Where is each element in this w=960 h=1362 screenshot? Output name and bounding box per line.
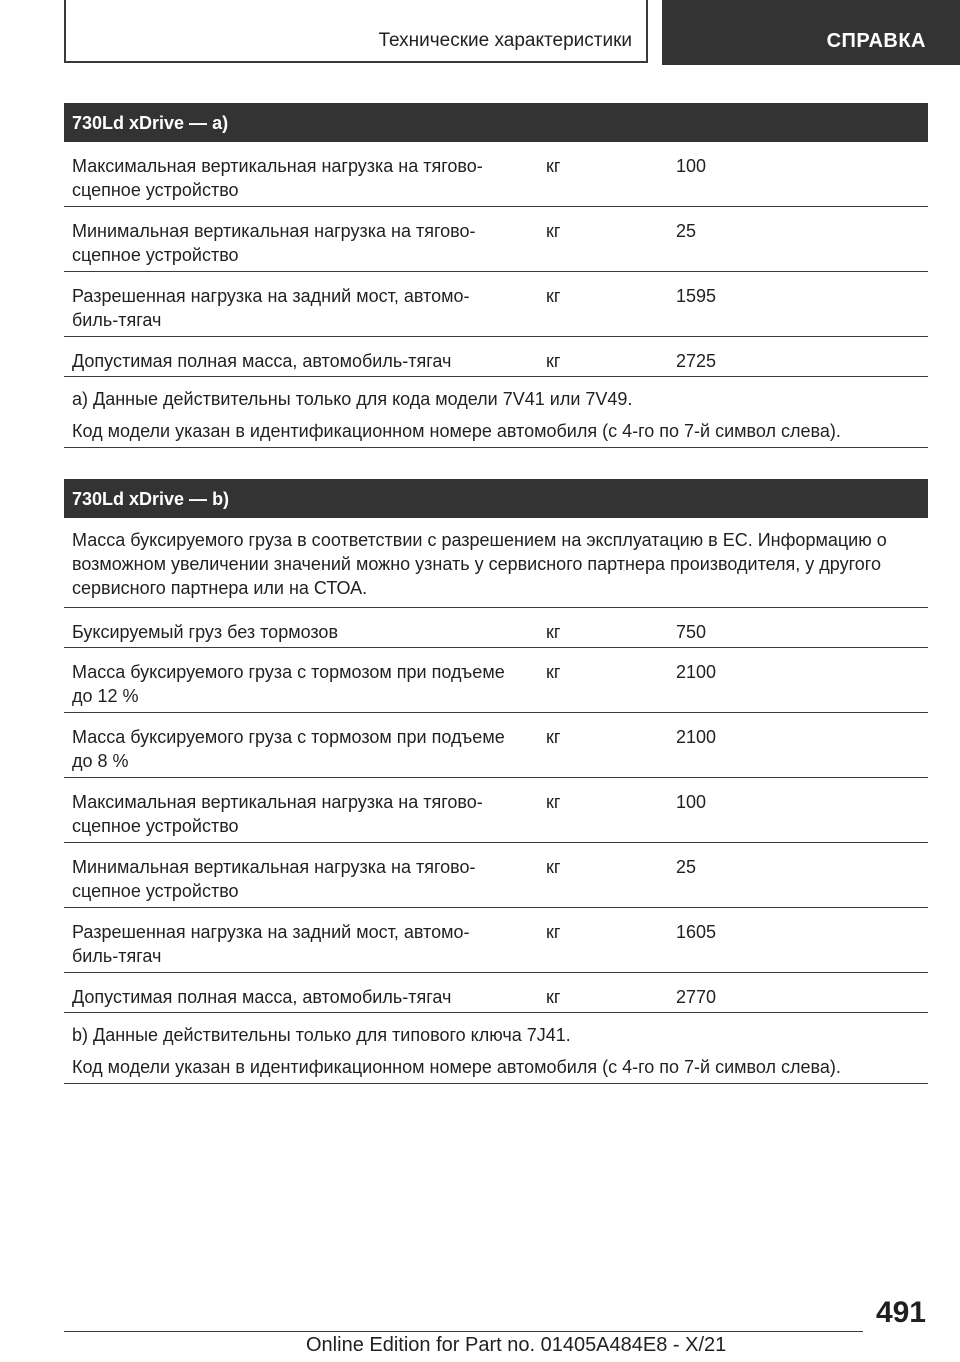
row-unit: кг: [546, 622, 561, 642]
table-a-footnote: [64, 377, 928, 448]
table-row: [64, 713, 928, 778]
row-unit: кг: [546, 351, 561, 371]
row-description: Разрешенная нагрузка на задний мост, автомо-биль-тягач: [72, 286, 470, 330]
row-description: Допустимая полная масса, автомобиль-тягач: [72, 987, 452, 1007]
row-value: 2725: [676, 351, 717, 371]
row-unit: кг: [546, 987, 561, 1007]
row-value: 1595: [676, 286, 717, 306]
table-b-footnote: [64, 1013, 928, 1084]
page-number: 491: [875, 1296, 926, 1329]
row-value: 100: [676, 792, 707, 812]
row-unit: кг: [546, 727, 561, 747]
table-row: [64, 648, 928, 713]
row-description: Буксируемый груз без тормозов: [72, 622, 339, 642]
edition-footer: Online Edition for Part no. 01405A484E8 - X/21: [306, 1334, 727, 1356]
table-row: [64, 843, 928, 908]
header-section-tab: [662, 0, 960, 65]
table-row: [64, 973, 928, 1013]
spec-table-b: [64, 479, 928, 1084]
spec-table-a: [64, 103, 928, 448]
table-a-title: 730Ld xDrive — a): [64, 103, 928, 142]
row-description: Масса буксируемого груза с тормозом при подъеме до 12 %: [72, 662, 505, 706]
section-title: СПРАВКА: [826, 30, 926, 52]
table-row: [64, 207, 928, 272]
row-description: Максимальная вертикальная нагрузка на тягово-сцепное устройство: [72, 792, 483, 836]
footnote-line: Код модели указан в идентификационном номере автомобиля (с 4-го по 7-й символ слева).: [72, 421, 841, 441]
row-unit: кг: [546, 156, 561, 176]
table-row: [64, 337, 928, 377]
row-value: 2770: [676, 987, 717, 1007]
row-description: Минимальная вертикальная нагрузка на тягово-сцепное устройство: [72, 221, 476, 265]
header-chapter-box: [64, 0, 648, 63]
row-description: Разрешенная нагрузка на задний мост, автомо-биль-тягач: [72, 922, 470, 966]
row-value: 2100: [676, 727, 717, 747]
row-unit: кг: [546, 857, 561, 877]
row-value: 750: [676, 622, 707, 642]
row-value: 25: [676, 221, 697, 241]
footnote-line: b) Данные действительны только для типового ключа 7J41.: [72, 1025, 571, 1045]
row-unit: кг: [546, 221, 561, 241]
table-row: [64, 778, 928, 843]
footnote-line: Код модели указан в идентификационном номере автомобиля (с 4-го по 7-й символ слева).: [72, 1057, 841, 1077]
row-unit: кг: [546, 792, 561, 812]
footer-divider: [64, 1331, 863, 1332]
chapter-title: Технические характеристики: [378, 30, 632, 51]
row-description: Максимальная вертикальная нагрузка на тягово-сцепное устройство: [72, 156, 483, 200]
row-value: 2100: [676, 662, 717, 682]
table-row: [64, 272, 928, 337]
table-b-intro: Масса буксируемого груза в соответствии с разрешением на эксплуатацию в ЕС. Информацию о возможном увеличении значений можно узнать у сервисного партнера производителя, у другого сервисного партнера или на СТОА.: [64, 518, 928, 608]
table-row: [64, 608, 928, 648]
table-b-title: 730Ld xDrive — b): [64, 479, 928, 518]
row-value: 25: [676, 857, 697, 877]
row-value: 1605: [676, 922, 717, 942]
row-value: 100: [676, 156, 707, 176]
row-unit: кг: [546, 662, 561, 682]
table-row: [64, 908, 928, 973]
row-unit: кг: [546, 922, 561, 942]
footnote-line: а) Данные действительны только для кода модели 7V41 или 7V49.: [72, 389, 633, 409]
row-description: Минимальная вертикальная нагрузка на тягово-сцепное устройство: [72, 857, 476, 901]
row-unit: кг: [546, 286, 561, 306]
row-description: Масса буксируемого груза с тормозом при подъеме до 8 %: [72, 727, 505, 771]
row-description: Допустимая полная масса, автомобиль-тягач: [72, 351, 452, 371]
table-row: [64, 142, 928, 207]
